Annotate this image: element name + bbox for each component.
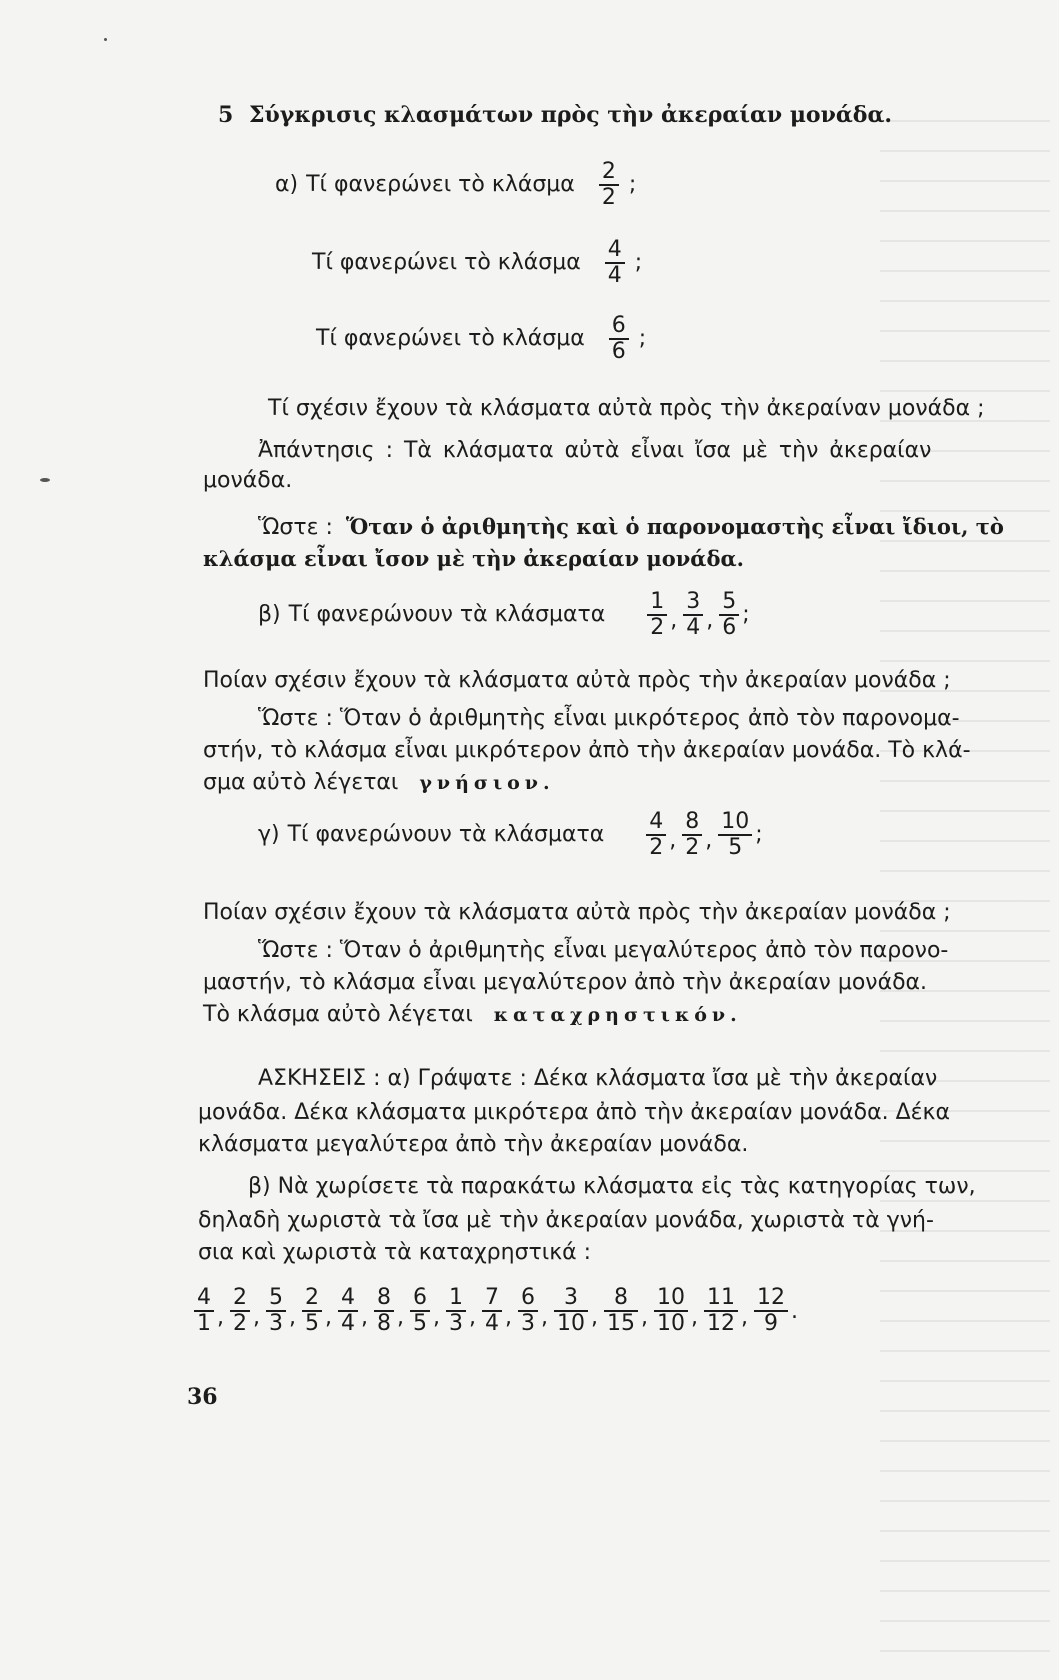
question-mark: ;	[628, 172, 637, 197]
numerator: 5	[269, 1285, 283, 1310]
fraction	[482, 1286, 502, 1336]
numerator: 5	[722, 589, 737, 614]
comma-separator: ,	[325, 1304, 332, 1330]
exercises-line-1: ΑΣΚΗΣΕΙΣ : α) Γράψατε : Δέκα κλάσματα ἴσα μὲ τὴν ἀκεραίαν	[258, 1066, 938, 1091]
fraction	[230, 1286, 250, 1336]
fraction	[654, 1286, 688, 1336]
comma-separator: ,	[433, 1304, 440, 1330]
question-text: Τί φανερώνει τὸ κλάσμα	[316, 326, 585, 351]
denominator: 12	[707, 1311, 735, 1336]
comma-separator: ,	[541, 1304, 548, 1330]
exercise-fraction-list	[192, 1286, 802, 1336]
fraction	[646, 810, 666, 860]
question-a-relation: Τί σχέσιν ἔχουν τὰ κλάσματα αὐτὰ πρὸς τὴν ἀκεραίναν μονάδα ;	[268, 396, 985, 421]
comma-separator: ,	[741, 1304, 748, 1330]
part-b-label: β)	[258, 602, 281, 627]
denominator: 2	[649, 835, 664, 860]
question-b	[258, 590, 754, 640]
denominator: 2	[685, 835, 700, 860]
question-mark: ;	[638, 326, 647, 351]
fraction	[719, 590, 739, 640]
denominator: 3	[449, 1311, 463, 1336]
conclusion-a-line-2: κλάσμα εἶναι ἴσον μὲ τὴν ἀκεραίαν μονάδα.	[203, 546, 744, 571]
speck	[104, 38, 107, 41]
list-end-mark: .	[791, 1298, 798, 1324]
numerator: 4	[607, 237, 622, 262]
numerator: 6	[521, 1285, 535, 1310]
denominator: 5	[413, 1311, 427, 1336]
fraction	[605, 238, 625, 288]
numerator: 2	[305, 1285, 319, 1310]
fraction	[374, 1286, 394, 1336]
conclusion-c-line-3	[203, 1000, 742, 1030]
denominator: 15	[607, 1311, 635, 1336]
comma-separator: ,	[289, 1304, 296, 1330]
comma-separator: ,	[641, 1304, 648, 1330]
comma-separator: ,	[670, 608, 678, 633]
section-number: 5	[218, 102, 234, 128]
fraction	[194, 1286, 214, 1336]
fraction	[604, 1286, 638, 1336]
comma-separator: ,	[505, 1304, 512, 1330]
fraction	[704, 1286, 738, 1336]
comma-separator: ,	[253, 1304, 260, 1330]
answer-line-2: μονάδα.	[203, 468, 293, 493]
numerator: 4	[197, 1285, 211, 1310]
numerator: 10	[721, 809, 750, 834]
fraction	[554, 1286, 588, 1336]
comma-separator: ,	[591, 1304, 598, 1330]
denominator: 6	[722, 615, 737, 640]
numerator: 2	[601, 159, 616, 184]
term-proper: γνήσιον.	[419, 772, 555, 794]
conclusion-b-line-3	[203, 768, 555, 798]
section-title: Σύγκρισις κλασμάτων πρὸς τὴν ἀκεραίαν μονάδα.	[248, 102, 893, 128]
numerator: 3	[564, 1285, 578, 1310]
denominator: 10	[657, 1311, 685, 1336]
exercises-line-3: κλάσματα μεγαλύτερα ἀπὸ τὴν ἀκεραίαν μονάδα.	[198, 1132, 749, 1157]
numerator: 2	[233, 1285, 247, 1310]
fraction-list	[644, 810, 766, 860]
question-text: Τί φανερώνει τὸ κλάσμα	[306, 172, 575, 197]
numerator: 1	[650, 589, 665, 614]
denominator: 8	[377, 1311, 391, 1336]
answer-line-1: Ἀπάντησις : Τὰ κλάσματα αὐτὰ εἶναι ἴσα μὲ τὴν ἀκεραίαν	[258, 438, 932, 463]
exercises-line-4: β) Νὰ χωρίσετε τὰ παρακάτω κλάσματα εἰς τὰς κατηγορίας των,	[248, 1174, 976, 1199]
comma-separator: ,	[397, 1304, 404, 1330]
numerator: 8	[685, 809, 700, 834]
list-end-mark: ;	[742, 602, 750, 627]
numerator: 10	[657, 1285, 685, 1310]
denominator: 5	[305, 1311, 319, 1336]
fraction	[599, 160, 619, 210]
fraction	[754, 1286, 788, 1336]
question-b-relation: Ποίαν σχέσιν ἔχουν τὰ κλάσματα αὐτὰ πρὸς τὴν ἀκεραίαν μονάδα ;	[203, 668, 951, 693]
comma-separator: ,	[361, 1304, 368, 1330]
question-text: Τί φανερώνει τὸ κλάσμα	[312, 250, 581, 275]
denominator: 2	[601, 185, 616, 210]
conclusion-a-line-1	[258, 512, 1004, 543]
comma-separator: ,	[706, 608, 714, 633]
numerator: 1	[449, 1285, 463, 1310]
numerator: 4	[649, 809, 664, 834]
numerator: 3	[686, 589, 701, 614]
denominator: 4	[686, 615, 701, 640]
part-a-label: α)	[275, 172, 299, 197]
conclusion-c-line-1: Ὥστε : Ὅταν ὁ ἀριθμητὴς εἶναι μεγαλύτερος ἀπὸ τὸν παρονο-	[258, 938, 949, 963]
question-a-2	[312, 238, 642, 288]
numerator: 7	[485, 1285, 499, 1310]
conclusion-c-line-2: μαστήν, τὸ κλάσμα εἶναι μεγαλύτερον ἀπὸ τὴν ἀκεραίαν μονάδα.	[203, 970, 928, 995]
conclusion-label: Ὥστε :	[258, 515, 333, 540]
denominator: 4	[485, 1311, 499, 1336]
fraction	[302, 1286, 322, 1336]
part-c-label: γ)	[258, 822, 280, 847]
comma-separator: ,	[691, 1304, 698, 1330]
exercises-line-2: μονάδα. Δέκα κλάσματα μικρότερα ἀπὸ τὴν ἀκεραίαν μονάδα. Δέκα	[198, 1100, 951, 1125]
exercises-line-5: δηλαδὴ χωριστὰ τὰ ἴσα μὲ τὴν ἀκεραίαν μονάδα, χωριστὰ τὰ γνή-	[198, 1208, 934, 1233]
denominator: 1	[197, 1311, 211, 1336]
denominator: 3	[521, 1311, 535, 1336]
numerator: 6	[611, 313, 626, 338]
conclusion-text: Ὅταν ὁ ἀριθμητὴς καὶ ὁ παρονομαστὴς εἶναι ἴδιοι, τὸ	[345, 514, 1004, 539]
section-heading	[218, 100, 892, 130]
fraction	[609, 314, 629, 364]
fraction	[446, 1286, 466, 1336]
conclusion-b-line-1: Ὥστε : Ὅταν ὁ ἀριθμητὴς εἶναι μικρότερος ἀπὸ τὸν παρονομα-	[258, 706, 960, 731]
fraction-list	[645, 590, 753, 640]
comma-separator: ,	[217, 1304, 224, 1330]
numerator: 8	[377, 1285, 391, 1310]
question-a-3	[316, 314, 646, 364]
fraction	[683, 590, 703, 640]
question-c	[258, 810, 767, 860]
question-text: Τί φανερώνουν τὰ κλάσματα	[287, 822, 605, 847]
numerator: 8	[614, 1285, 628, 1310]
numerator: 12	[757, 1285, 785, 1310]
fraction	[682, 810, 702, 860]
denominator: 10	[557, 1311, 585, 1336]
numerator: 6	[413, 1285, 427, 1310]
conclusion-b-line-2: στήν, τὸ κλάσμα εἶναι μικρότερον ἀπὸ τὴν ἀκεραίαν μονάδα. Τὸ κλά-	[203, 738, 971, 763]
comma-separator: ,	[705, 828, 713, 853]
question-text: Τί φανερώνουν τὰ κλάσματα	[288, 602, 606, 627]
list-end-mark: ;	[755, 822, 763, 847]
denominator: 5	[728, 835, 743, 860]
fraction	[718, 810, 752, 860]
term-improper: καταχρηστικόν.	[493, 1004, 742, 1026]
question-c-relation: Ποίαν σχέσιν ἔχουν τὰ κλάσματα αὐτὰ πρὸς τὴν ἀκεραίαν μονάδα ;	[203, 900, 951, 925]
denominator: 3	[269, 1311, 283, 1336]
fraction	[647, 590, 667, 640]
numerator: 4	[341, 1285, 355, 1310]
fraction	[266, 1286, 286, 1336]
question-a-1	[275, 160, 636, 210]
numerator: 11	[707, 1285, 735, 1310]
denominator: 2	[650, 615, 665, 640]
denominator: 2	[233, 1311, 247, 1336]
page-number: 36	[187, 1384, 218, 1410]
denominator: 4	[607, 263, 622, 288]
denominator: 6	[611, 339, 626, 364]
speck	[40, 478, 50, 482]
exercises-line-6: σια καὶ χωριστὰ τὰ καταχρηστικά :	[198, 1240, 592, 1265]
fraction	[410, 1286, 430, 1336]
denominator: 4	[341, 1311, 355, 1336]
comma-separator: ,	[469, 1304, 476, 1330]
question-mark: ;	[634, 250, 643, 275]
fraction	[518, 1286, 538, 1336]
conclusion-text: Τὸ κλάσμα αὐτὸ λέγεται	[203, 1002, 473, 1027]
comma-separator: ,	[669, 828, 677, 853]
denominator: 9	[764, 1311, 778, 1336]
fraction	[338, 1286, 358, 1336]
conclusion-text: σμα αὐτὸ λέγεται	[203, 770, 399, 795]
